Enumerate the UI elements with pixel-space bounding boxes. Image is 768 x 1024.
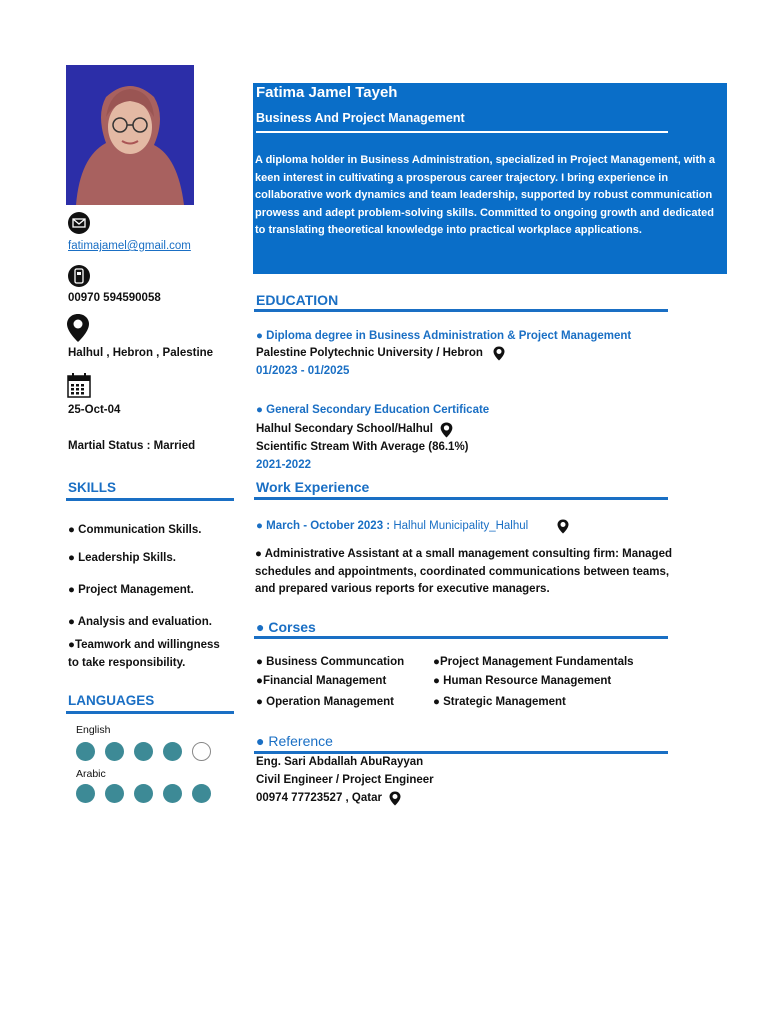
education-divider (254, 309, 668, 312)
skills-divider (66, 498, 234, 501)
education-degree: ● Diploma degree in Business Administration & Project Management (256, 330, 632, 342)
work-period: ● March - October 2023 : (256, 520, 391, 532)
phone-number: 00970 594590058 (68, 292, 161, 304)
reference-name: Eng. Sari Abdallah AbuRayyan (256, 756, 424, 768)
language-name: English (76, 724, 111, 736)
course-item: ● Business Communcation (256, 656, 405, 668)
education-dates: 2021-2022 (256, 459, 311, 471)
rating-dot-empty (192, 742, 211, 761)
email-icon (68, 212, 90, 234)
skills-heading: SKILLS (68, 480, 117, 495)
marital-status: Martial Status : Married (68, 440, 196, 452)
skill-item: ● Leadership Skills. (68, 552, 176, 564)
rating-dot-filled (134, 784, 153, 803)
education-school: Halhul Secondary School/Halhul (256, 423, 434, 435)
language-name: Arabic (76, 768, 106, 780)
course-item: ● Human Resource Management (433, 675, 612, 687)
skill-item: to take responsibility. (68, 657, 186, 669)
location-pin-icon (493, 346, 505, 364)
rating-dot-filled (163, 784, 182, 803)
skill-item: ● Project Management. (68, 584, 194, 596)
skill-item: ●Teamwork and willingness (68, 639, 220, 651)
rating-dot-filled (163, 742, 182, 761)
birthdate: 25-Oct-04 (68, 404, 121, 416)
profile-summary: A diploma holder in Business Administration, specialized in Project Management, with a keen interest in cultivating a prosperous career trajectory. I bring experience in collaborative work dynamics and team leadership, supported by robust communication prowess and adept problem-solving skills. Committed to ongoing growth and dedicated to translating theoretical knowledge into practical workplace applications. (255, 154, 716, 236)
rating-dot-filled (76, 784, 95, 803)
course-item: ● Operation Management (256, 696, 394, 708)
language-rating-english (76, 741, 216, 763)
work-divider (254, 497, 668, 500)
location-pin-icon (557, 519, 569, 537)
skill-item: ● Analysis and evaluation. (68, 616, 212, 628)
rating-dot-filled (105, 784, 124, 803)
work-period-line (256, 520, 528, 532)
header-divider (256, 131, 668, 133)
reference-role: Civil Engineer / Project Engineer (256, 774, 434, 786)
location-pin-icon (389, 791, 401, 809)
address: Halhul , Hebron , Palestine (68, 347, 214, 359)
location-pin-icon (440, 422, 453, 441)
courses-divider (254, 636, 668, 639)
rating-dot-filled (134, 742, 153, 761)
work-place: Halhul Municipality_Halhul (390, 520, 529, 532)
course-item: ●Financial Management (256, 675, 387, 687)
rating-dot-filled (76, 742, 95, 761)
education-school: Palestine Polytechnic University / Hebron (256, 347, 483, 359)
education-degree: ● General Secondary Education Certificate (256, 404, 490, 416)
rating-dot-filled (192, 784, 211, 803)
job-title: Business And Project Management (256, 111, 465, 125)
education-heading: EDUCATION (256, 292, 339, 308)
calendar-icon (67, 372, 91, 401)
course-item: ● Strategic Management (433, 696, 566, 708)
skill-item: ● Communication Skills. (68, 524, 202, 536)
languages-divider (66, 711, 234, 714)
languages-heading: LANGUAGES (68, 693, 155, 708)
education-detail: Scientific Stream With Average (86.1%) (256, 441, 469, 453)
language-rating-arabic (76, 783, 216, 805)
courses-heading: ● Corses (256, 619, 316, 635)
email-link[interactable]: fatimajamel@gmail.com (68, 240, 191, 252)
course-item: ●Project Management Fundamentals (433, 656, 634, 668)
rating-dot-filled (105, 742, 124, 761)
education-dates: 01/2023 - 01/2025 (256, 365, 350, 377)
reference-divider (254, 751, 668, 754)
reference-heading: ● Reference (256, 733, 333, 749)
profile-photo (66, 65, 194, 205)
location-pin-icon (66, 313, 90, 346)
work-heading: Work Experience (256, 479, 370, 495)
work-description: ● Administrative Assistant at a small management consulting firm: Managed schedules and appointments, coordinated communications between teams, and prepared various reports for executive managers. (255, 548, 672, 595)
full-name: Fatima Jamel Tayeh (256, 84, 398, 101)
phone-icon (68, 265, 90, 287)
reference-contact: 00974 77723527 , Qatar (256, 792, 382, 804)
